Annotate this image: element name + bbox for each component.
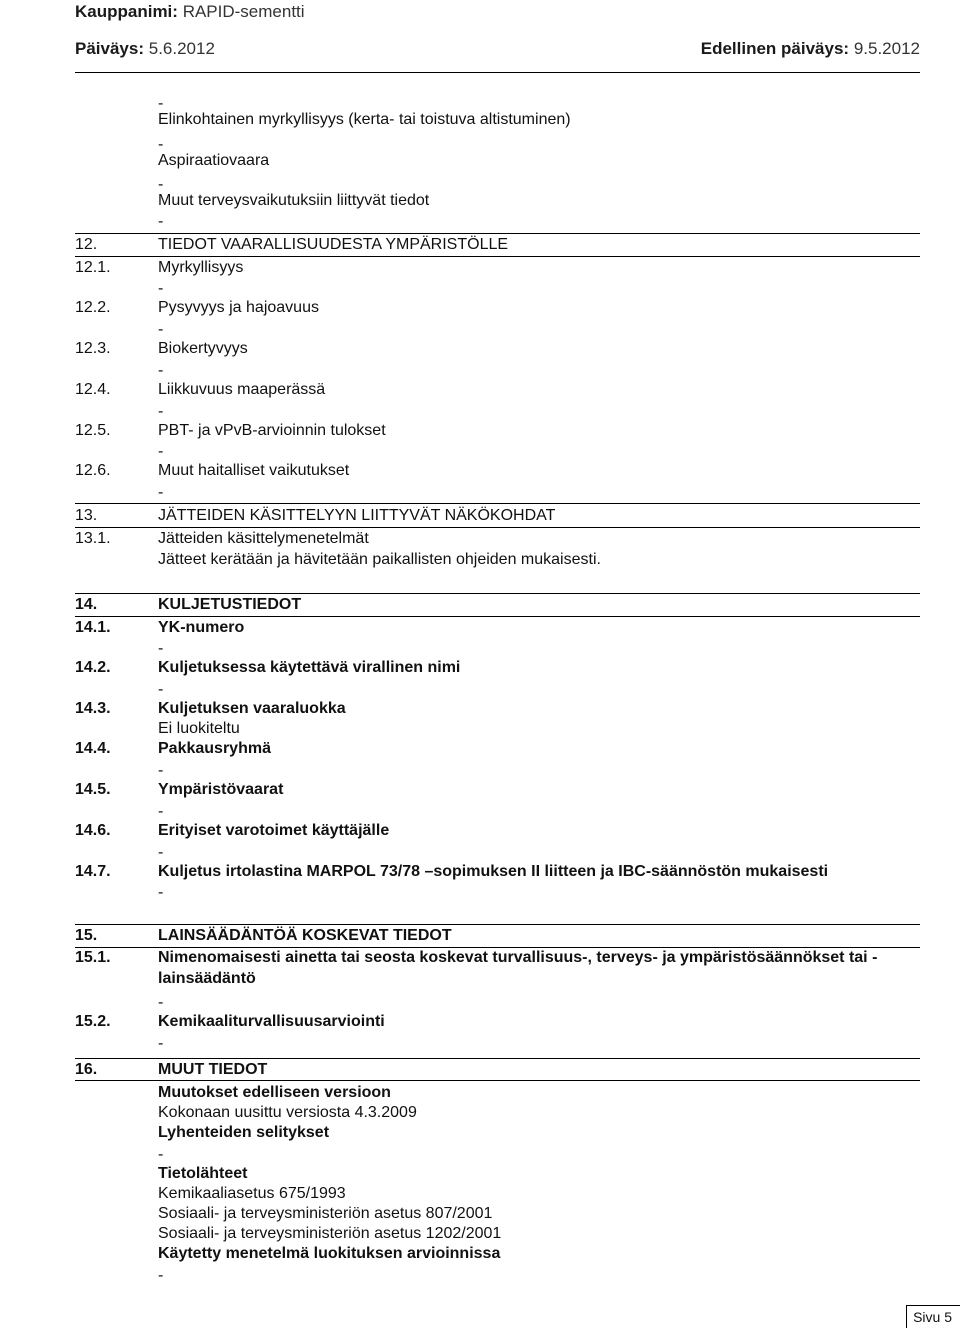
subsection-12-6: 12.6. Muut haitalliset vaikutukset bbox=[75, 462, 350, 479]
dash-placeholder: - bbox=[158, 362, 164, 379]
dash-placeholder: - bbox=[158, 844, 164, 861]
previous-date-value: 9.5.2012 bbox=[853, 39, 920, 58]
subsection-14-6: 14.6. Erityiset varotoimet käyttäjälle bbox=[75, 822, 390, 839]
source-item: Sosiaali- ja terveysministeriön asetus 807/2001 bbox=[158, 1205, 493, 1222]
section-heading-15: 15. LAINSÄÄDÄNTÖÄ KOSKEVAT TIEDOT bbox=[75, 927, 452, 944]
dash-placeholder: - bbox=[158, 803, 164, 820]
subsection-14-5: 14.5. Ympäristövaarat bbox=[75, 781, 284, 798]
source-item: Kemikaaliasetus 675/1993 bbox=[158, 1185, 346, 1202]
list-item: Elinkohtainen myrkyllisyys (kerta- tai toistuva altistuminen) bbox=[158, 111, 571, 128]
section-divider bbox=[75, 1058, 920, 1059]
product-name-value: RAPID-sementti bbox=[182, 2, 305, 21]
product-name-label: Kauppanimi: bbox=[75, 2, 178, 21]
dash-placeholder: - bbox=[158, 640, 164, 657]
subsection-14-4: 14.4. Pakkausryhmä bbox=[75, 740, 271, 757]
subsection-12-4: 12.4. Liikkuvuus maaperässä bbox=[75, 381, 326, 398]
subsection-15-1-cont: lainsäädäntö bbox=[158, 970, 256, 987]
section-divider bbox=[75, 924, 920, 925]
section-divider bbox=[75, 1080, 920, 1081]
subsection-14-2: 14.2. Kuljetuksessa käytettävä virallinen nimi bbox=[75, 659, 461, 676]
dash-placeholder: - bbox=[158, 1267, 164, 1284]
subsection-13-1: 13.1. Jätteiden käsittelymenetelmät bbox=[75, 530, 369, 547]
dash-placeholder: - bbox=[158, 1035, 164, 1052]
section-heading-13: 13. JÄTTEIDEN KÄSITTELYYN LIITTYVÄT NÄKÖKOHDAT bbox=[75, 507, 556, 524]
section-divider bbox=[75, 503, 920, 504]
dash-placeholder: - bbox=[158, 484, 164, 501]
dash-placeholder: - bbox=[158, 1146, 164, 1163]
previous-date-label: Edellinen päiväys: bbox=[700, 39, 850, 58]
sources-label: Tietolähteet bbox=[158, 1165, 248, 1182]
abbreviations-label: Lyhenteiden selitykset bbox=[158, 1124, 330, 1141]
hazard-class-value: Ei luokiteltu bbox=[158, 720, 240, 737]
dash-placeholder: - bbox=[158, 443, 164, 460]
waste-treatment-text: Jätteet kerätään ja hävitetään paikallisten ohjeiden mukaisesti. bbox=[158, 551, 601, 568]
document-header-dates bbox=[75, 37, 920, 61]
changes-text: Kokonaan uusittu versiosta 4.3.2009 bbox=[158, 1104, 417, 1121]
section-divider bbox=[75, 593, 920, 594]
section-divider bbox=[75, 616, 920, 617]
subsection-14-1: 14.1. YK-numero bbox=[75, 619, 245, 636]
section-heading-14: 14. KULJETUSTIEDOT bbox=[75, 596, 302, 613]
date-value: 5.6.2012 bbox=[148, 39, 215, 58]
dash-placeholder: - bbox=[158, 762, 164, 779]
section-heading-12: 12. TIEDOT VAARALLISUUDESTA YMPÄRISTÖLLE bbox=[75, 236, 509, 253]
section-divider bbox=[75, 256, 920, 257]
section-divider bbox=[75, 233, 920, 234]
dash-placeholder: - bbox=[158, 280, 164, 297]
dash-placeholder: - bbox=[158, 321, 164, 338]
dash-placeholder: - bbox=[158, 95, 164, 112]
document-header-product bbox=[75, 0, 920, 24]
subsection-12-1: 12.1. Myrkyllisyys bbox=[75, 259, 244, 276]
header-divider bbox=[75, 72, 920, 73]
subsection-12-3: 12.3. Biokertyvyys bbox=[75, 340, 248, 357]
subsection-12-2: 12.2. Pysyvyys ja hajoavuus bbox=[75, 299, 319, 316]
section-divider bbox=[75, 527, 920, 528]
dash-placeholder: - bbox=[158, 681, 164, 698]
subsection-15-2: 15.2. Kemikaaliturvallisuusarviointi bbox=[75, 1013, 385, 1030]
previous-date bbox=[701, 37, 920, 61]
dash-placeholder: - bbox=[158, 176, 164, 193]
list-item: Muut terveysvaikutuksiin liittyvät tiedot bbox=[158, 192, 430, 209]
dash-placeholder: - bbox=[158, 403, 164, 420]
subsection-14-7: 14.7. Kuljetus irtolastina MARPOL 73/78 –sopimuksen II liitteen ja IBC-säännöstön mukaisesti bbox=[75, 863, 829, 880]
section-heading-16: 16. MUUT TIEDOT bbox=[75, 1061, 268, 1078]
dash-placeholder: - bbox=[158, 136, 164, 153]
method-label: Käytetty menetelmä luokituksen arvioinnissa bbox=[158, 1245, 501, 1262]
dash-placeholder: - bbox=[158, 994, 164, 1011]
date-label: Päiväys: bbox=[75, 39, 144, 58]
source-item: Sosiaali- ja terveysministeriön asetus 1202/2001 bbox=[158, 1225, 502, 1242]
dash-placeholder: - bbox=[158, 884, 164, 901]
subsection-15-1: 15.1. Nimenomaisesti ainetta tai seosta koskevat turvallisuus-, terveys- ja ympäristösäännökset tai - bbox=[75, 949, 878, 966]
page-number: Sivu 5 bbox=[913, 1309, 952, 1325]
dash-placeholder: - bbox=[158, 213, 164, 230]
list-item: Aspiraatiovaara bbox=[158, 152, 270, 169]
subsection-12-5: 12.5. PBT- ja vPvB-arvioinnin tulokset bbox=[75, 422, 386, 439]
subsection-14-3: 14.3. Kuljetuksen vaaraluokka bbox=[75, 700, 346, 717]
changes-label: Muutokset edelliseen versioon bbox=[158, 1084, 391, 1101]
